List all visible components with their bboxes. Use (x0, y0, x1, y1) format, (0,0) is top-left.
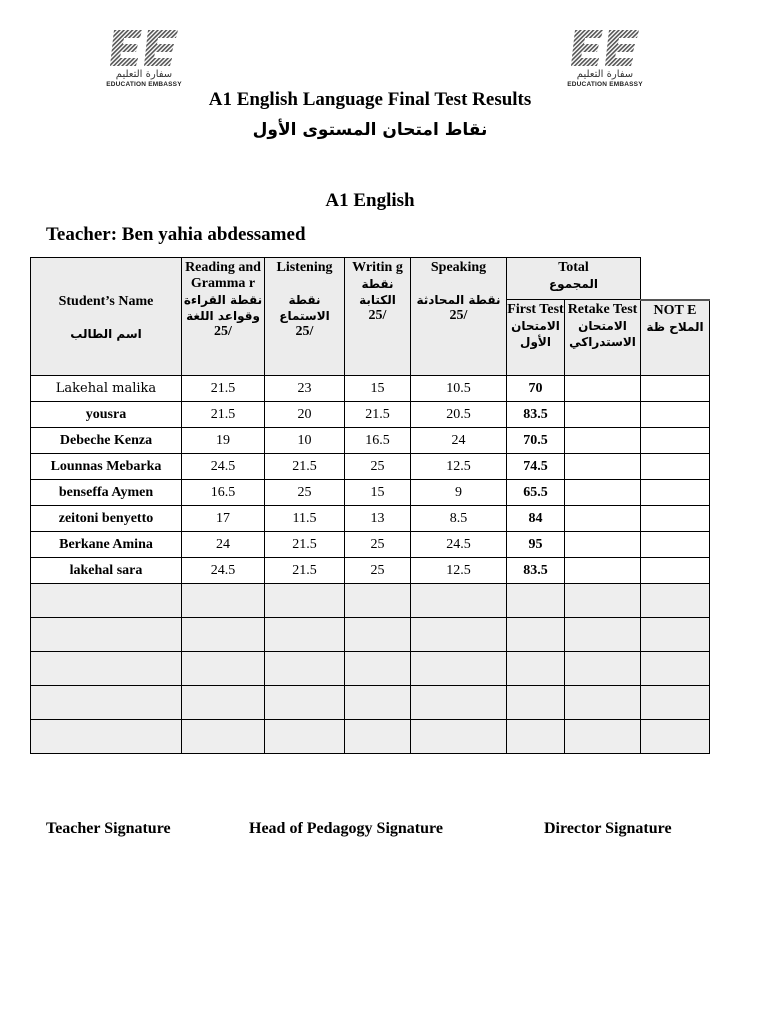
header-writing-max: 25/ (368, 308, 387, 323)
note-cell (641, 428, 710, 454)
header-note (641, 300, 710, 376)
first-test-total: 70 (507, 376, 565, 402)
ee-logo-mark-icon (108, 28, 180, 68)
table-row (31, 558, 710, 584)
listening-score: 25 (265, 480, 345, 506)
note-cell (641, 480, 710, 506)
table-row (31, 402, 710, 428)
student-name: lakehal sara (31, 558, 182, 584)
header-retake-test-label: Retake Test (567, 302, 638, 317)
speaking-score: 8.5 (411, 506, 507, 532)
student-name: zeitoni benyetto (31, 506, 182, 532)
reading-score: 16.5 (182, 480, 265, 506)
retake-test-total (565, 506, 641, 532)
speaking-score: 24 (411, 428, 507, 454)
header-first-test-label: First Test (507, 302, 564, 317)
note-cell (641, 558, 710, 584)
retake-test-total (565, 376, 641, 402)
student-name: benseffa Aymen (31, 480, 182, 506)
header-speaking-label: Speaking (430, 260, 487, 275)
header-blank (641, 258, 710, 300)
reading-score: 21.5 (182, 402, 265, 428)
writing-score: 15 (345, 480, 411, 506)
retake-test-total (565, 558, 641, 584)
empty-table-row (31, 720, 710, 754)
header-listening-max: 25/ (295, 324, 314, 339)
teacher-name: Teacher: Ben yahia abdessamed (46, 224, 306, 245)
writing-score: 25 (345, 454, 411, 480)
listening-score: 23 (265, 376, 345, 402)
first-test-total: 70.5 (507, 428, 565, 454)
writing-score: 15 (345, 376, 411, 402)
reading-score: 17 (182, 506, 265, 532)
empty-table-row (31, 652, 710, 686)
note-cell (641, 376, 710, 402)
header-speaking-max: 25/ (449, 308, 468, 323)
writing-score: 13 (345, 506, 411, 532)
header-note-label-ar: الملاح ظة (646, 319, 704, 334)
table-row (31, 376, 710, 402)
header-listening-label: Listening (276, 260, 333, 275)
student-name: Debeche Kenza (31, 428, 182, 454)
table-row (31, 480, 710, 506)
first-test-total: 83.5 (507, 558, 565, 584)
page-title: A1 English Language Final Test Results (208, 89, 532, 110)
course-name: A1 English (325, 190, 415, 211)
listening-score: 21.5 (265, 454, 345, 480)
logo-english-text: EDUCATION EMBASSY (106, 81, 182, 88)
speaking-score: 20.5 (411, 402, 507, 428)
reading-score: 19 (182, 428, 265, 454)
teacher-signature-label: Teacher Signature (46, 820, 171, 837)
header-reading-label-ar: نقطة القراءة وقواعد اللغة (183, 293, 263, 323)
header-total-label: Total (558, 260, 589, 275)
header-listening-label-ar: نقطة الاستماع (279, 293, 330, 323)
listening-score: 10 (265, 428, 345, 454)
speaking-score: 24.5 (411, 532, 507, 558)
header-writing-label: Writin g (352, 260, 403, 275)
note-cell (641, 506, 710, 532)
listening-score: 20 (265, 402, 345, 428)
speaking-score: 9 (411, 480, 507, 506)
empty-table-row (31, 584, 710, 618)
listening-score: 21.5 (265, 558, 345, 584)
header-speaking-label-ar: نقطة المحادثة (416, 293, 501, 307)
writing-score: 25 (345, 558, 411, 584)
header-note-label: NOT E (653, 302, 697, 318)
header-first-test-label-ar: الامتحان الأول (511, 319, 560, 349)
table-row (31, 532, 710, 558)
results-table (30, 257, 710, 754)
table-row (31, 506, 710, 532)
writing-score: 21.5 (345, 402, 411, 428)
writing-score: 16.5 (345, 428, 411, 454)
pedagogy-signature-label: Head of Pedagogy Signature (249, 820, 443, 837)
empty-table-row (31, 686, 710, 720)
logo-arabic-text: سفارة التعليم (115, 69, 173, 80)
header-student-label: Student’s Name (58, 293, 154, 309)
speaking-score: 10.5 (411, 376, 507, 402)
speaking-score: 12.5 (411, 558, 507, 584)
header-student-label-ar: اسم الطالب (70, 326, 142, 341)
student-name: yousra (31, 402, 182, 428)
ee-logo-mark-icon (569, 28, 641, 68)
retake-test-total (565, 402, 641, 428)
header-speaking (411, 258, 507, 376)
reading-score: 24.5 (182, 558, 265, 584)
logo-english-text: EDUCATION EMBASSY (567, 81, 643, 88)
retake-test-total (565, 480, 641, 506)
director-signature-label: Director Signature (544, 820, 672, 837)
header-reading-label: Reading and Gramma r (185, 260, 261, 291)
student-name: Berkane Amina (31, 532, 182, 558)
note-cell (641, 532, 710, 558)
student-name: Lakehal malika (31, 376, 182, 402)
first-test-total: 95 (507, 532, 565, 558)
header-reading (182, 258, 265, 376)
student-name: Lounnas Mebarka (31, 454, 182, 480)
page-subtitle-arabic: نقاط امتحان المستوى الأول (252, 120, 488, 140)
reading-score: 21.5 (182, 376, 265, 402)
education-embassy-logo-right (565, 28, 645, 90)
note-cell (641, 454, 710, 480)
retake-test-total (565, 532, 641, 558)
header-retake-test-label-ar: الامتحان الاستدراكي (569, 319, 636, 349)
retake-test-total (565, 428, 641, 454)
first-test-total: 74.5 (507, 454, 565, 480)
header-first-test (507, 300, 565, 376)
header-writing (345, 258, 411, 376)
reading-score: 24 (182, 532, 265, 558)
header-listening (265, 258, 345, 376)
first-test-total: 84 (507, 506, 565, 532)
header-writing-label-ar: نقطة الكتابة (359, 277, 396, 307)
logo-arabic-text: سفارة التعليم (576, 69, 634, 80)
first-test-total: 65.5 (507, 480, 565, 506)
listening-score: 11.5 (265, 506, 345, 532)
retake-test-total (565, 454, 641, 480)
writing-score: 25 (345, 532, 411, 558)
speaking-score: 12.5 (411, 454, 507, 480)
table-row (31, 454, 710, 480)
header-reading-max: 25/ (214, 324, 232, 339)
header-retake-test (565, 300, 641, 376)
note-cell (641, 402, 710, 428)
first-test-total: 83.5 (507, 402, 565, 428)
header-total-label-ar: المجموع (548, 277, 599, 291)
listening-score: 21.5 (265, 532, 345, 558)
header-total (507, 258, 641, 300)
reading-score: 24.5 (182, 454, 265, 480)
table-row (31, 428, 710, 454)
education-embassy-logo-left (104, 28, 184, 90)
header-student-name (31, 258, 182, 376)
empty-table-row (31, 618, 710, 652)
